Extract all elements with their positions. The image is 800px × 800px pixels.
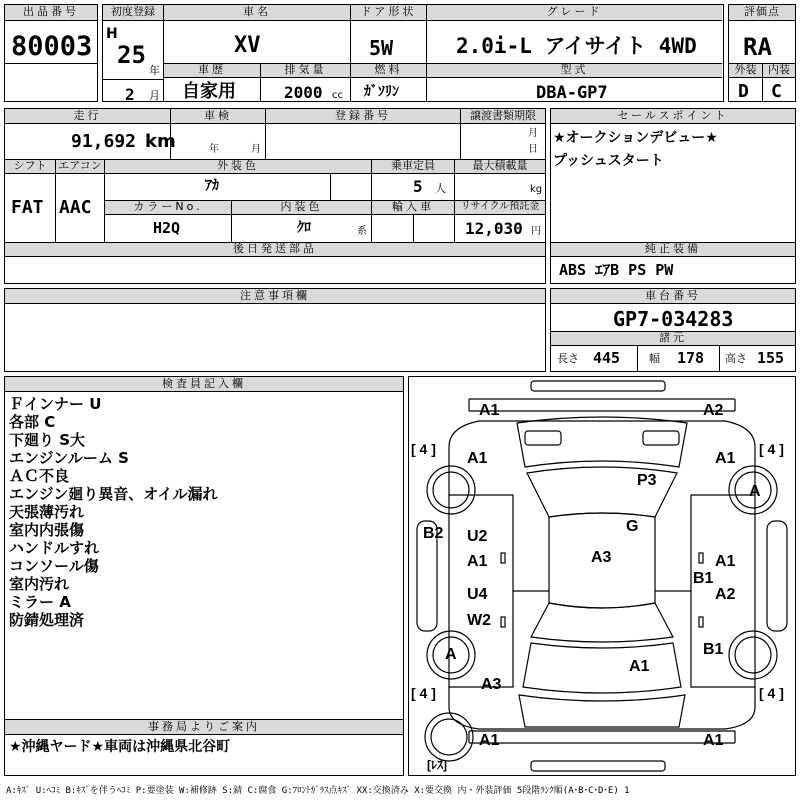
damage-code: A1 (703, 732, 724, 749)
note-item: 下廻り S大 (9, 431, 86, 449)
mileage-header: 走行 (5, 109, 170, 124)
transfer-unit-day: 日 (528, 144, 538, 155)
damage-code: P3 (637, 472, 657, 489)
score-header: 評価点 (729, 5, 795, 21)
unit-km: km (145, 131, 176, 152)
tire-count-fr: [ 4 ] (759, 441, 784, 457)
history-value: 自家用 (182, 81, 236, 102)
damage-code: W2 (467, 612, 491, 629)
damage-code: A3 (591, 549, 612, 566)
sales-box (550, 108, 796, 284)
inspection-header: 車検 (171, 109, 265, 124)
caution-header: 注意事項欄 (5, 289, 545, 304)
chassis-box (550, 288, 796, 372)
door-header: ドア形状 (351, 5, 426, 21)
damage-code: G (626, 518, 639, 535)
recycle-header: リサイクル預託金 (455, 201, 545, 215)
sales-point-2: プッシュスタート (553, 153, 664, 169)
door-type: 5W (369, 36, 394, 60)
inspector-header: 検査員記入欄 (5, 377, 403, 392)
damage-code: U4 (467, 586, 488, 603)
damage-code: U2 (467, 528, 488, 545)
tire-count-fl: [ 4 ] (411, 441, 436, 457)
note-item: コンソール傷 (9, 557, 99, 575)
middle-grid (4, 108, 546, 284)
aircon-header: エアコン (56, 160, 104, 174)
chassis-header: 車台番号 (551, 289, 795, 304)
top-grid (164, 4, 724, 102)
aircon-value: AAC (59, 197, 92, 218)
fuel-header: 燃料 (351, 64, 426, 78)
length-label: 長さ (557, 352, 579, 365)
note-item: 室内内張傷 (9, 521, 85, 539)
tire-count-rr: [ 4 ] (759, 685, 784, 701)
damage-code: B1 (703, 641, 724, 658)
height-value: 155 (757, 349, 785, 367)
unit-people: 人 (435, 182, 446, 195)
color-no-value: H2Q (153, 219, 181, 237)
grade: 2.0i-L アイサイト 4WD (456, 34, 697, 58)
damage-code: B2 (423, 525, 444, 542)
lot-box (4, 4, 98, 102)
history-header: 車歴 (164, 64, 260, 78)
genuine-header: 純正装備 (551, 243, 795, 257)
inspector-box (4, 376, 404, 776)
shift-header: シフト (5, 160, 55, 174)
tire-count-rl: [ 4 ] (411, 685, 436, 701)
later-parts-header: 後日発送部品 (5, 243, 545, 257)
car-name: XV (234, 33, 261, 58)
damage-code: A (749, 483, 761, 500)
grade-header: グレード (427, 5, 722, 21)
transfer-unit-month: 月 (528, 128, 538, 139)
height-label: 高さ (725, 352, 747, 365)
note-item: 室内汚れ (9, 575, 70, 593)
damage-code: A (445, 646, 457, 663)
model-code-header: 型式 (427, 64, 722, 78)
note-item: ＡＣ不良 (9, 467, 70, 485)
note-item: Ｆインナー U (9, 395, 102, 413)
width-label: 幅 (649, 352, 660, 365)
unit-cc: cc (332, 90, 343, 101)
model-code: DBA-GP7 (536, 83, 608, 103)
office-note: ★沖縄ヤード★車両は沖縄県北谷町 (9, 739, 231, 755)
mileage-value: 91,692 (71, 131, 137, 152)
unit-month: 月 (149, 89, 160, 102)
damage-code: A2 (715, 586, 736, 603)
spare-tire-mark: [ﾚｽ] (427, 758, 447, 772)
car-diagram (409, 377, 795, 775)
max-load-header: 最大積載量 (455, 160, 545, 174)
damage-code: A3 (481, 676, 502, 693)
damage-code: A1 (629, 658, 650, 675)
damage-code: A2 (703, 402, 724, 419)
interior-grade: C (771, 81, 782, 102)
displacement-header: 排気量 (261, 64, 350, 78)
color-value: ｱｶ (205, 178, 219, 194)
sales-point-1: ★オークションデビュー★ (553, 130, 718, 146)
insp-unit-year: 年 (209, 144, 219, 155)
insp-unit-month: 月 (251, 144, 261, 155)
damage-code: A1 (467, 553, 488, 570)
specs-header: 諸元 (551, 332, 795, 346)
note-item: エンジン廻り異音、オイル漏れ (9, 485, 218, 503)
note-item: 各部 C (9, 413, 56, 431)
car-name-header: 車名 (164, 5, 350, 21)
color-header: 外装色 (105, 160, 371, 174)
lot-header: 出品番号 (5, 5, 97, 21)
era: H (106, 26, 118, 42)
note-item: 防錆処理済 (9, 611, 85, 629)
inspector-notes (9, 395, 218, 629)
damage-code: A1 (479, 402, 500, 419)
unit-kg: kg (530, 184, 543, 195)
transfer-deadline-header: 譲渡書類期限 (461, 109, 545, 124)
unit-kei: 系 (357, 226, 367, 237)
damage-code: A1 (715, 450, 736, 467)
shift-value: FAT (11, 197, 44, 218)
note-item: ハンドルすれ (9, 539, 100, 557)
score-box (728, 4, 796, 102)
exterior-header: 外装 (729, 64, 762, 78)
damage-code: A1 (467, 450, 488, 467)
legend: A:ｷｽﾞ U:ﾍｺﾐ B:ｷｽﾞを伴うﾍｺﾐ P:要塗装 W:補修跡 S:錆 C:腐食 G:ﾌﾛﾝﾄｶﾞﾗｽ点ｷｽﾞ XX:交換済み X:要交換 内・外装評価 5段階ﾗﾝｸ順(A･B･C･D･E) 1 (6, 786, 630, 796)
damage-code: B1 (693, 570, 714, 587)
import-header: 輸入車 (372, 201, 454, 215)
exterior-grade: D (738, 81, 749, 102)
interior-color-value: ｸﾛ (297, 220, 311, 236)
reg-year: 25 (117, 41, 146, 69)
first-reg-box (102, 4, 164, 102)
unit-yen: 円 (531, 226, 541, 237)
car-diagram-box (408, 376, 796, 776)
displacement-value: 2000 (284, 83, 323, 102)
office-header: 事務局よりご案内 (5, 720, 403, 735)
width-value: 178 (677, 349, 705, 367)
caution-box (4, 288, 546, 372)
capacity-header: 乗車定員 (372, 160, 454, 174)
equipment-value: ABS ｴｱB PS PW (559, 261, 674, 279)
fuel-value: ｶﾞｿﾘﾝ (364, 84, 399, 100)
chassis-no: GP7-034283 (613, 307, 734, 331)
reg-no-header: 登録番号 (266, 109, 460, 124)
recycle-value: 12,030 (465, 219, 523, 238)
damage-code: A1 (715, 553, 736, 570)
reg-month: 2 (125, 85, 135, 104)
note-item: エンジンルーム S (9, 449, 129, 467)
damage-code: A1 (479, 732, 500, 749)
interior-header: 内装 (763, 64, 795, 78)
color-no-header: カラーNo. (105, 201, 231, 215)
unit-year: 年 (149, 64, 160, 77)
score-value: RA (743, 33, 772, 61)
note-item: 天張薄汚れ (9, 503, 85, 521)
first-reg-header: 初度登録 (103, 5, 163, 21)
lot-number: 80003 (11, 31, 93, 62)
interior-color-header: 内装色 (232, 201, 371, 215)
sales-point-header: セールスポイント (551, 109, 795, 124)
note-item: ミラー A (9, 593, 71, 611)
capacity-value: 5 (413, 177, 423, 196)
length-value: 445 (593, 349, 621, 367)
